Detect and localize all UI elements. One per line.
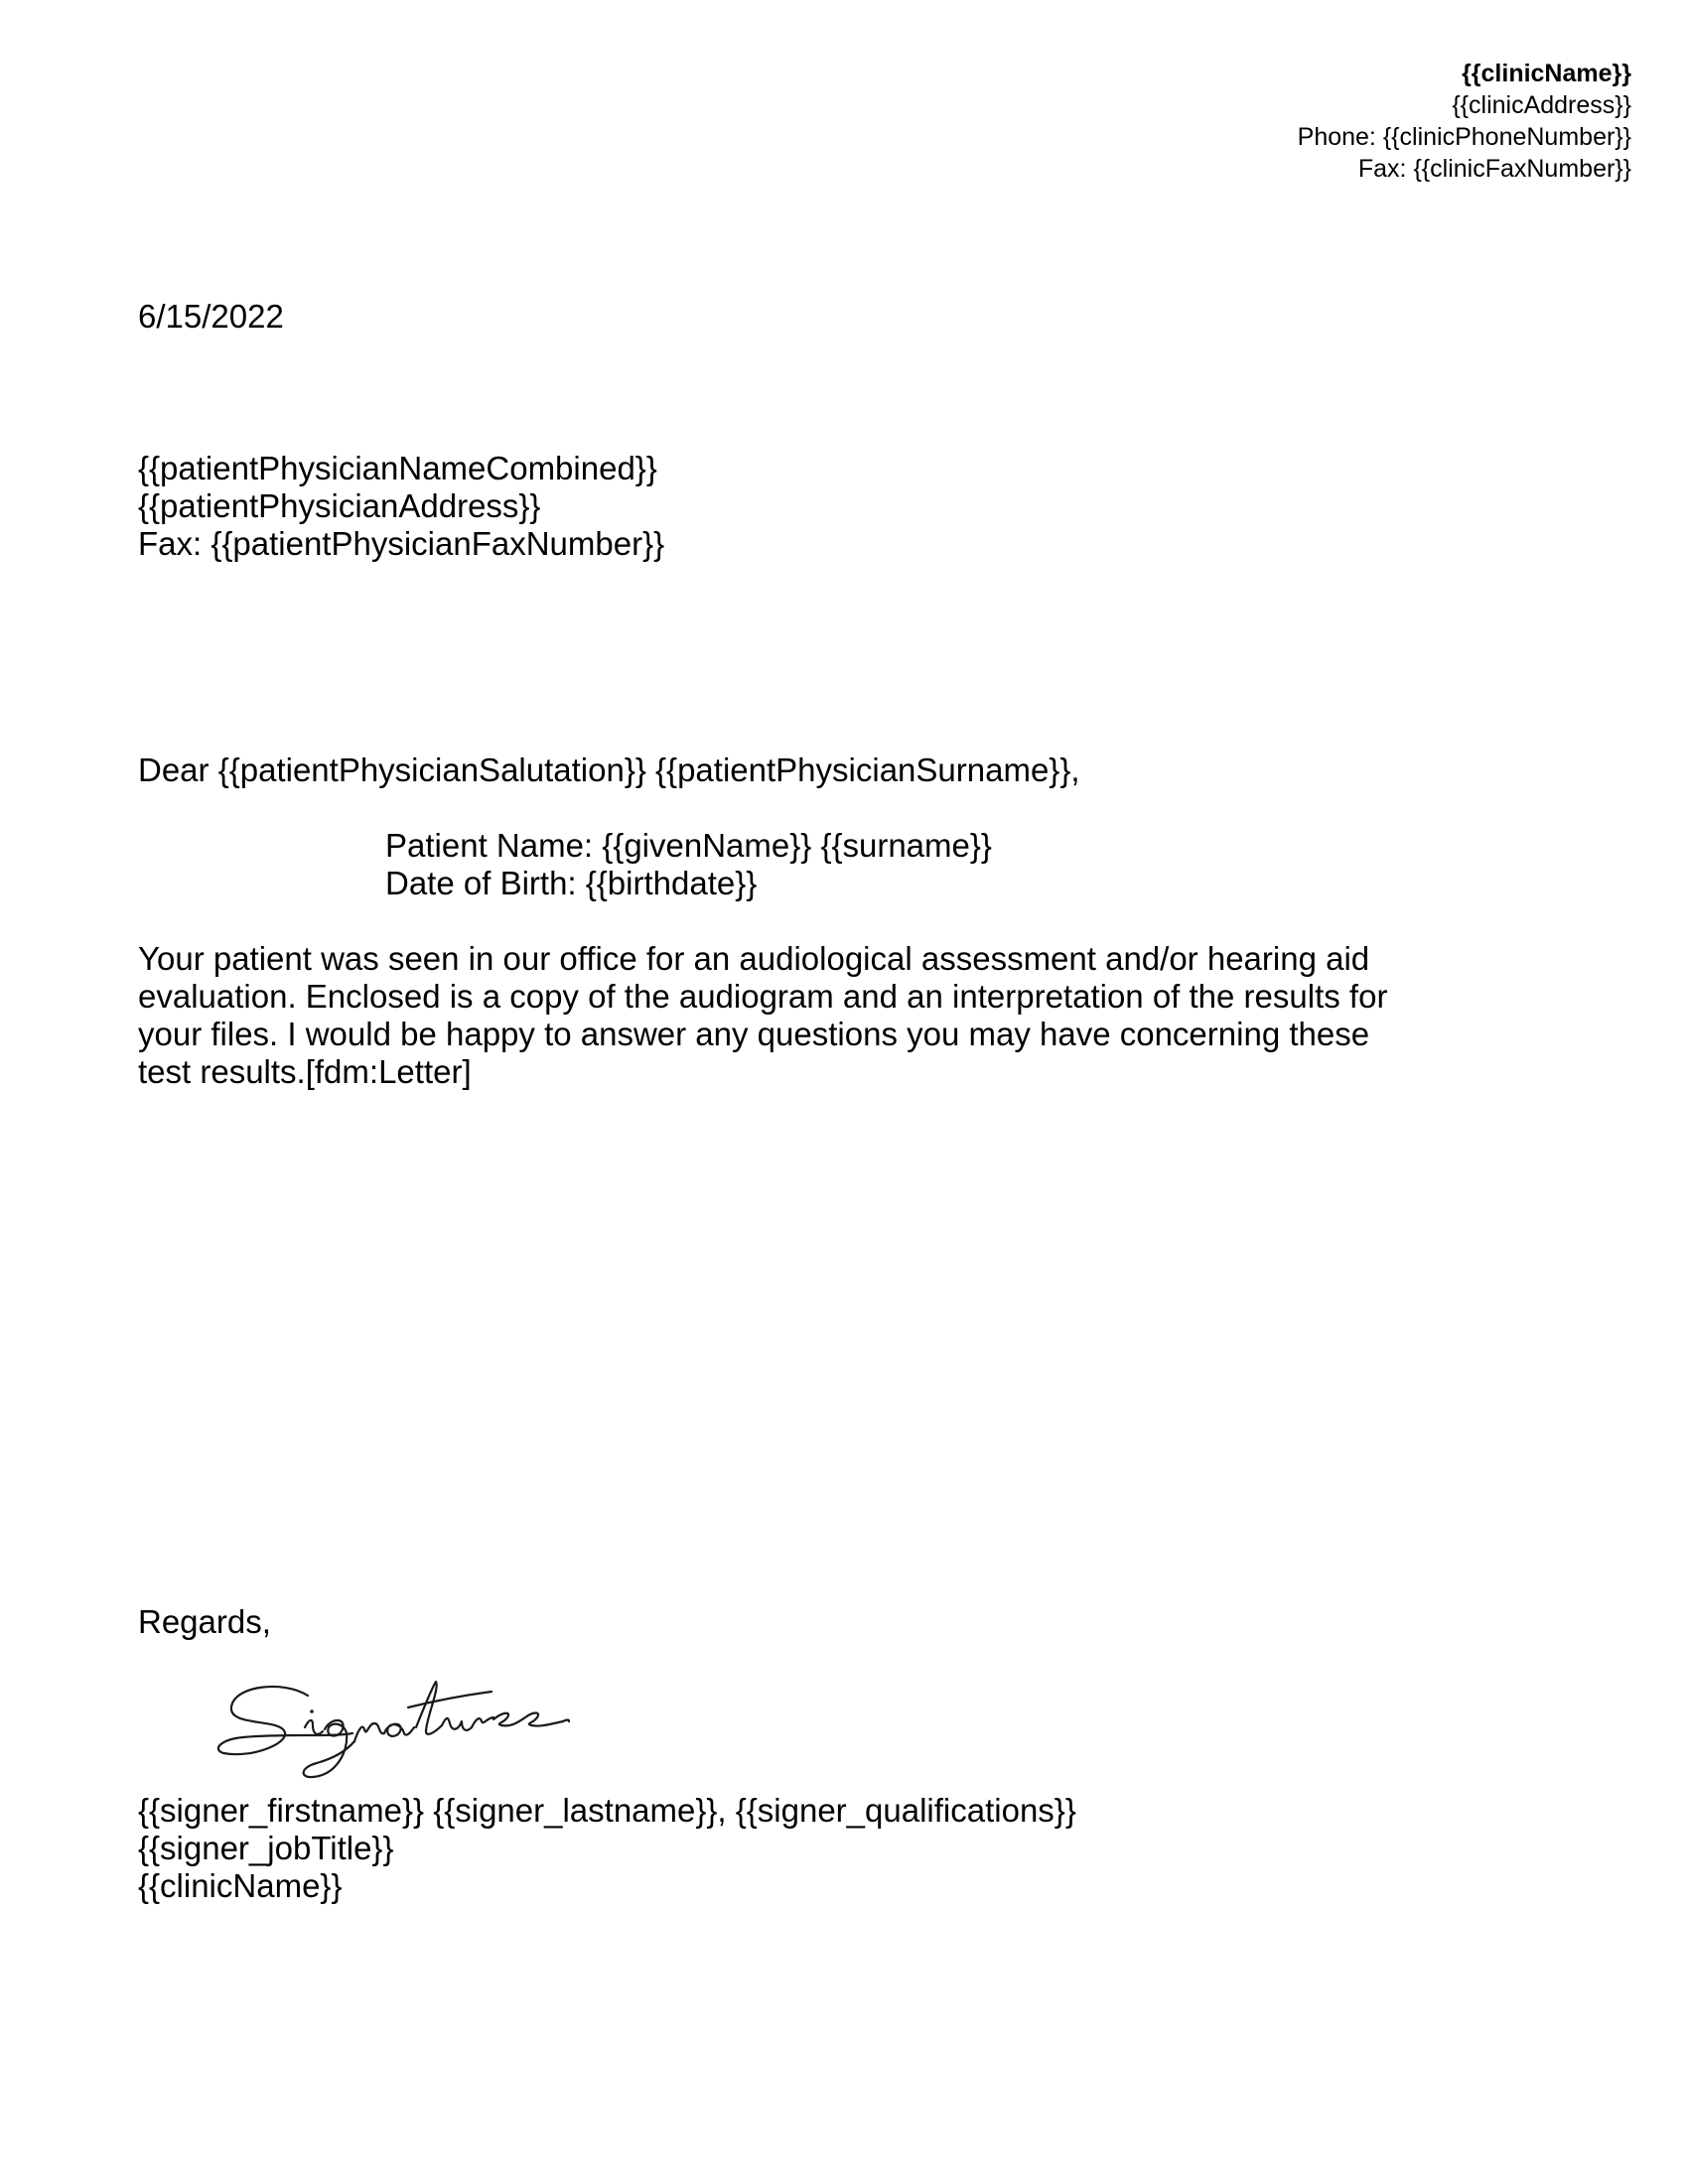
clinic-name: {{clinicName}} — [1462, 60, 1631, 87]
signer-clinic-name: {{clinicName}} — [138, 1867, 343, 1904]
body-paragraph — [138, 940, 1429, 1091]
paragraph-line: Your patient was seen in our office for an audiological assessment and/or hearing aid — [138, 940, 1370, 977]
clinic-phone: Phone: {{clinicPhoneNumber}} — [1297, 123, 1631, 151]
patient-dob: Date of Birth: {{birthdate}} — [385, 865, 758, 901]
recipient-block — [138, 450, 664, 563]
clinic-address: {{clinicAddress}} — [1452, 91, 1631, 119]
salutation: Dear {{patientPhysicianSalutation}} {{patientPhysicianSurname}}, — [138, 751, 1080, 788]
clinic-header — [1298, 58, 1631, 185]
patient-info-block — [385, 827, 992, 902]
paragraph-line: evaluation. Enclosed is a copy of the audiogram and an interpretation of the results for — [138, 978, 1388, 1015]
paragraph-line: test results.[fdm:Letter] — [138, 1053, 472, 1090]
signer-job-title: {{signer_jobTitle}} — [138, 1830, 394, 1866]
recipient-name: {{patientPhysicianNameCombined}} — [138, 450, 657, 486]
clinic-fax: Fax: {{clinicFaxNumber}} — [1357, 155, 1631, 183]
paragraph-line: your files. I would be happy to answer any questions you may have concerning these — [138, 1016, 1370, 1052]
closing: Regards, — [138, 1603, 271, 1640]
signer-block — [138, 1792, 1076, 1905]
signer-name: {{signer_firstname}} {{signer_lastname}}, {{signer_qualifications}} — [138, 1792, 1076, 1829]
recipient-address: {{patientPhysicianAddress}} — [138, 487, 541, 524]
patient-name: Patient Name: {{givenName}} {{surname}} — [385, 827, 992, 864]
recipient-fax: Fax: {{patientPhysicianFaxNumber}} — [138, 525, 665, 562]
letter-date: 6/15/2022 — [138, 298, 284, 335]
signature-icon — [213, 1668, 680, 1787]
